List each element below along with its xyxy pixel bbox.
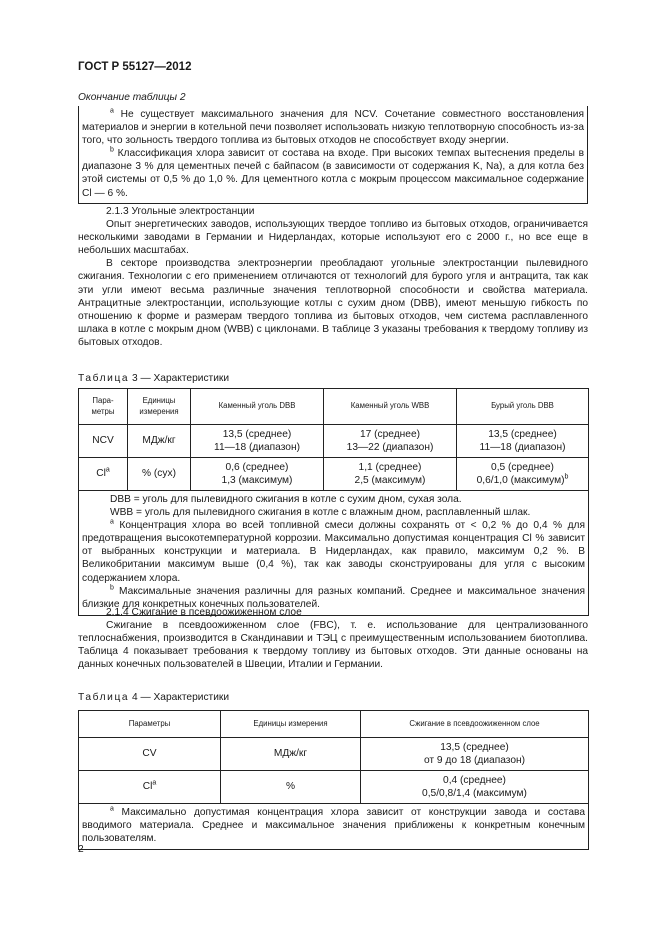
value-line xyxy=(459,474,586,487)
section-heading: 2.1.4 Сжигание в псевдоожиженном слое xyxy=(106,607,302,618)
param-cell: CV xyxy=(79,738,221,771)
table-header-row xyxy=(79,389,589,425)
document-title: ГОСТ Р 55127—2012 xyxy=(78,61,192,73)
table-row xyxy=(79,458,589,491)
value-line: 0,5/0,8/1,4 (максимум) xyxy=(422,788,527,799)
value-line: 17 (среднее) xyxy=(359,428,421,440)
value-line: 11—18 (диапазон) xyxy=(214,442,300,453)
value-cell xyxy=(191,425,324,458)
value-cell xyxy=(191,458,324,491)
header-cell: Параметры xyxy=(79,711,221,738)
table3-caption xyxy=(78,372,588,385)
unit-cell: МДж/кг xyxy=(221,738,361,771)
table-row xyxy=(79,425,589,458)
value-line: 13,5 (среднее) xyxy=(440,741,509,753)
value-text: 0,6/1,0 (максимум) xyxy=(476,475,565,486)
table2-note-b xyxy=(82,147,584,199)
value-cell xyxy=(324,425,457,458)
caption-word: Таблица xyxy=(78,373,130,384)
value-line: 13,5 (среднее) xyxy=(488,428,557,440)
page-number: 2 xyxy=(78,844,84,855)
note-text: Максимально допустимая концентрация хлора зависит от конструкции завода и состава вводимого материала. Среднее и максимальное значения приближены к конкретным конечным пользователям. xyxy=(82,807,585,845)
footnote-mark: a xyxy=(110,107,114,115)
header-cell: Каменный уголь WBB xyxy=(324,389,457,425)
param-cell xyxy=(79,771,221,804)
unit-cell: МДж/кг xyxy=(128,425,191,458)
note-text: Концентрация хлора во всей топливной смеси должны сохранять от < 0,2 % до 0,4 % для предотвращения высокотемпературной коррозии. Максимально допустимая концентрация Cl % зависит от выбранных конструкции и материала. В Нидерландах, как правило, максимум 0,2 %. В Великобритании максимум выше (0,4 %), так как заводы сконструированы для угля с высоким содержанием хлора. xyxy=(82,520,585,584)
table2-continuation-caption: Окончание таблицы 2 xyxy=(78,92,186,103)
value-line: 1,3 (максимум) xyxy=(221,475,293,486)
param-cell xyxy=(79,458,128,491)
value-line: 1,1 (среднее) xyxy=(358,461,422,473)
table4-caption xyxy=(78,691,588,704)
value-line: 0,6 (среднее) xyxy=(225,461,289,473)
value-line: 13,5 (среднее) xyxy=(222,428,292,440)
paragraph: В секторе производства электроэнергии преобладают угольные электростанции пылевидного сжигания. Технологии с его применением отличаются от технологий для бурого угля и антрацита, так как эти угли имеют весьма различные значения теплотворной способности и свойства материала. Антрацитные электростанции, использующие котлы с сухим дном (DBB), имеют меньшую гибкость по отношению к форме и размерам твердого топлива из бытовых отходов, чем система расплавленного шлака в котле с мокрым дном (WBB) с циклонами. В таблице 3 указаны требования к твердому топливу из бытовых отходов. xyxy=(78,258,588,348)
header-cell: Единицы измерения xyxy=(128,389,191,425)
section-2-1-4 xyxy=(78,606,588,671)
value-cell xyxy=(361,738,589,771)
footnote-mark: b xyxy=(110,146,114,154)
unit-cell: % (сух) xyxy=(128,458,191,491)
note-text: Не существует максимального значения для NCV. Сочетание совместного восстановления материалов и энергии в котельной печи позволяет использовать низкую теплотворную способность из-за того, что зольность твердого топлива из бытовых отходов не способствует входу энергии. xyxy=(82,109,584,147)
paragraph: Сжигание в псевдоожиженном слое (FBC), т. е. использование для централизованного теплоснабжения, производится в Скандинавии и ТЭЦ с преимущественным использованием биотоплива. Таблица 4 показывает требования к твердому топливу из бытовых отходов. Эти данные основаны на данных конечных пользователей в Швеции, Италии и Германии. xyxy=(78,620,588,671)
table4 xyxy=(78,710,589,850)
table3 xyxy=(78,388,589,616)
value-cell xyxy=(361,771,589,804)
footnote-mark: a xyxy=(110,518,114,526)
param-text: Cl xyxy=(96,468,106,480)
table-row xyxy=(79,738,589,771)
value-cell xyxy=(457,425,589,458)
value-line: 13—22 (диапазон) xyxy=(346,442,434,453)
note-text: Классификация хлора зависит от состава на входе. При высоких темпах вытеснения пределы в диапазоне 3 % для цементных печей с байпасом (в зависимости от содержания K, Na), а для котла без этой системы от 0,5 % до 1,0 %. Для цементного котла с мокрым процессом максимальное содержание Cl — 6 %. xyxy=(82,148,584,199)
value-line: 0,4 (среднее) xyxy=(443,774,506,786)
header-cell: Каменный уголь DBB xyxy=(191,389,324,425)
footnote-mark: a xyxy=(152,780,157,788)
section-heading: 2.1.3 Угольные электростанции xyxy=(106,206,255,217)
footnote-mark: b xyxy=(564,473,569,481)
footnote-mark: b xyxy=(110,584,114,592)
note-text: Максимальные значения различны для разных компаний. Среднее и максимальное значения близкие для конкретных конечных пользователей. xyxy=(82,585,585,610)
table-notes-row xyxy=(79,491,589,616)
paragraph: Опыт энергетических заводов, использующих твердое топливо из бытовых отходов, ограничивается несколькими заводами в Германии и Нидерландах, которые используют его с 2000 г., но все еще в небольших масштабах. xyxy=(78,219,588,257)
unit-cell: % xyxy=(221,771,361,804)
param-cell: NCV xyxy=(79,425,128,458)
note-wbb: WBB = уголь для пылевидного сжигания в котле с влажным дном, расплавленный шлак. xyxy=(110,507,531,519)
table-row xyxy=(79,771,589,804)
footnote-mark: a xyxy=(105,467,110,475)
value-line: 0,5 (среднее) xyxy=(491,461,554,473)
note-a xyxy=(82,519,585,584)
caption-word: Таблица xyxy=(78,692,130,703)
caption-text: 3 — Характеристики xyxy=(129,373,230,384)
table-header-row xyxy=(79,711,589,738)
footnote-mark: a xyxy=(110,805,114,813)
caption-text: 4 — Характеристики xyxy=(129,692,230,703)
header-cell: Единицы измерения xyxy=(221,711,361,738)
param-text: Cl xyxy=(142,781,153,793)
value-line: от 9 до 18 (диапазон) xyxy=(423,755,526,766)
value-line: 11—18 (диапазон) xyxy=(479,442,566,453)
section-2-1-3 xyxy=(78,205,588,349)
note-a xyxy=(82,806,585,845)
table2-notes xyxy=(78,106,588,204)
value-cell xyxy=(324,458,457,491)
table2-note-a xyxy=(82,108,584,147)
header-cell: Бурый уголь DBB xyxy=(457,389,589,425)
header-cell: Сжигание в псевдоожиженном слое xyxy=(361,711,589,738)
header-cell: Пара-метры xyxy=(79,389,128,425)
value-line: 2,5 (максимум) xyxy=(354,475,426,486)
note-dbb: DBB = уголь для пылевидного сжигания в котле с сухим дном, сухая зола. xyxy=(110,494,462,505)
value-cell xyxy=(457,458,589,491)
table-notes xyxy=(79,491,589,616)
